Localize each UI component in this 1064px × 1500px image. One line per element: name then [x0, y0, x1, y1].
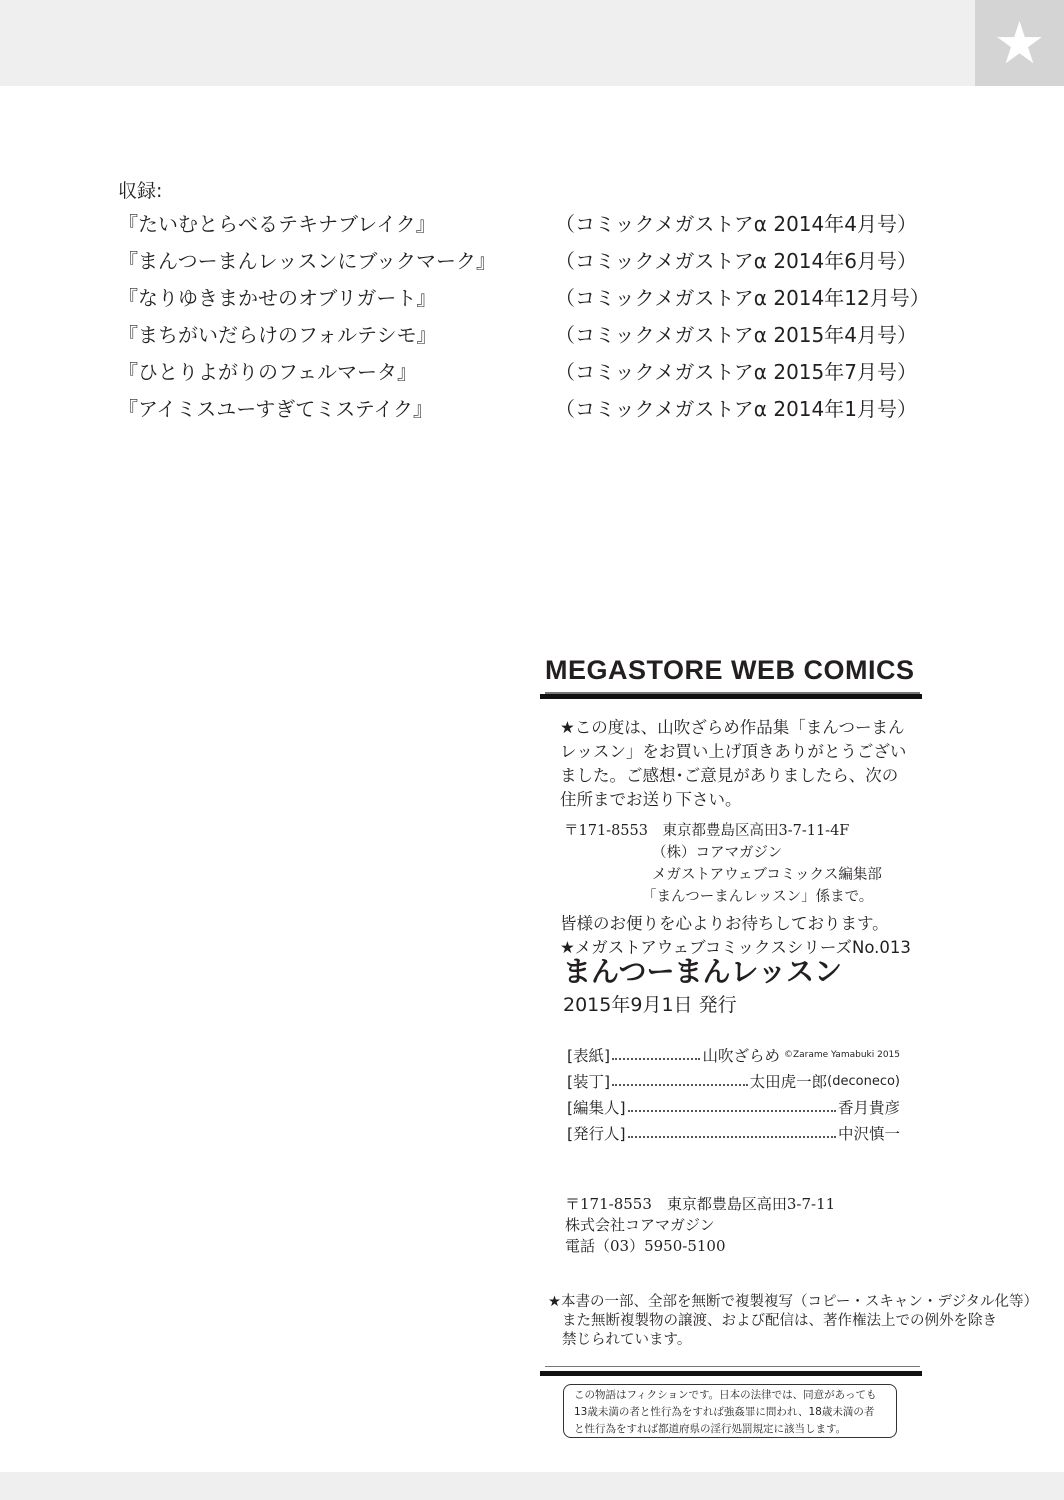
credit-role: [発行人] [567, 1125, 626, 1143]
story-title: 『まちがいだらけのフォルテシモ』 [118, 323, 437, 347]
message-line: 住所までお送り下さい。 [560, 790, 742, 809]
notice-line: この物語はフィクションです。日本の法律では、同意があっても [574, 1389, 877, 1401]
brand-title: MEGASTORE WEB COMICS [545, 655, 915, 685]
contents-item [118, 245, 917, 274]
contents-item [118, 393, 917, 422]
dot-leader [612, 1044, 700, 1060]
legal-line: ★本書の一部、全部を無断で複製複写（コピー・スキャン・デジタル化等） [548, 1294, 1039, 1310]
bottom-bar [0, 1472, 1064, 1500]
story-publication: （コミックメガストアα 2014年12月号） [555, 286, 930, 310]
contents-item [118, 319, 917, 348]
publisher-info [565, 1194, 835, 1257]
top-bar [0, 0, 1064, 86]
publisher-line: 〒171-8553 東京都豊島区高田3-7-11 [565, 1195, 836, 1213]
message-line: ★この度は、山吹ざらめ作品集「まんつーまん [560, 718, 905, 737]
divider [545, 1366, 920, 1367]
credit-role: [装丁] [567, 1073, 611, 1091]
credit-row [567, 1122, 900, 1144]
contents-label: 収録: [118, 180, 163, 202]
copyright-notice [548, 1293, 1038, 1350]
book-title: まんつーまんレッスン [563, 955, 843, 988]
divider [540, 1371, 922, 1376]
notice-line: 13歳未満の者と性行為をすれば強姦罪に問われ、18歳未満の者 [574, 1406, 875, 1418]
story-title: 『まんつーまんレッスンにブックマーク』 [118, 249, 496, 273]
series-number: ★メガストアウェブコミックスシリーズNo.013 [560, 938, 911, 957]
message-line: レッスン」をお買い上げ頂きありがとうござい [560, 742, 907, 761]
story-publication: （コミックメガストアα 2014年4月号） [555, 212, 917, 236]
address-line: メガストアウェブコミックス編集部 [652, 867, 882, 883]
dot-leader [628, 1122, 836, 1138]
credit-note: (deconeco) [827, 1073, 900, 1089]
address-line: 「まんつーまんレッスン」係まで。 [642, 889, 874, 905]
credit-role: [表紙] [567, 1047, 611, 1065]
publish-date: 2015年9月1日 発行 [563, 994, 737, 1016]
notice-line: と性行為をすれば都道府県の淫行処罰規定に該当します。 [574, 1423, 847, 1435]
story-title: 『たいむとらべるテキナブレイク』 [118, 212, 436, 236]
credit-name: 中沢慎一 [837, 1125, 900, 1143]
divider [540, 694, 922, 699]
address-line: （株）コアマガジン [652, 845, 783, 861]
mail-address [560, 820, 911, 908]
publisher-line: 電話（03）5950-5100 [565, 1237, 726, 1255]
fiction-notice-box [563, 1384, 897, 1438]
story-title: 『なりゆきまかせのオブリガート』 [118, 286, 437, 310]
legal-line: 禁じられています。 [562, 1332, 692, 1348]
credit-row [567, 1096, 900, 1118]
dot-leader [612, 1070, 748, 1086]
story-publication: （コミックメガストアα 2015年7月号） [555, 360, 917, 384]
story-title: 『ひとりよがりのフェルマータ』 [118, 360, 417, 384]
publisher-line: 株式会社コアマガジン [565, 1216, 715, 1234]
contents-item [118, 208, 917, 237]
credit-role: [編集人] [567, 1099, 626, 1117]
credit-name: 太田虎一郎 [749, 1073, 828, 1091]
story-publication: （コミックメガストアα 2014年1月号） [555, 397, 917, 421]
star-icon[interactable]: ★ [975, 0, 1064, 86]
credit-note: ©Zarame Yamabuki 2015 [783, 1050, 900, 1060]
story-title: 『アイミスユーすぎてミステイク』 [118, 397, 433, 421]
contents-item [118, 356, 917, 385]
story-publication: （コミックメガストアα 2014年6月号） [555, 249, 917, 273]
credit-name: 香月貴彦 [837, 1099, 900, 1117]
credit-row [567, 1044, 900, 1066]
message-line: ました。ご感想･ご意見がありましたら、次の [560, 766, 899, 785]
story-publication: （コミックメガストアα 2015年4月号） [555, 323, 917, 347]
thank-you-message [560, 716, 911, 960]
address-line: 〒171-8553 東京都豊島区高田3-7-11-4F [564, 823, 850, 839]
contents-item [118, 282, 930, 311]
credit-name: 山吹ざらめ [702, 1047, 780, 1065]
legal-line: また無断複製物の譲渡、および配信は、著作権法上での例外を除き [562, 1313, 997, 1329]
credit-row [567, 1070, 900, 1092]
closing-text: 皆様のお便りを心よりお待ちしております。 [560, 914, 889, 933]
dot-leader [628, 1096, 836, 1112]
